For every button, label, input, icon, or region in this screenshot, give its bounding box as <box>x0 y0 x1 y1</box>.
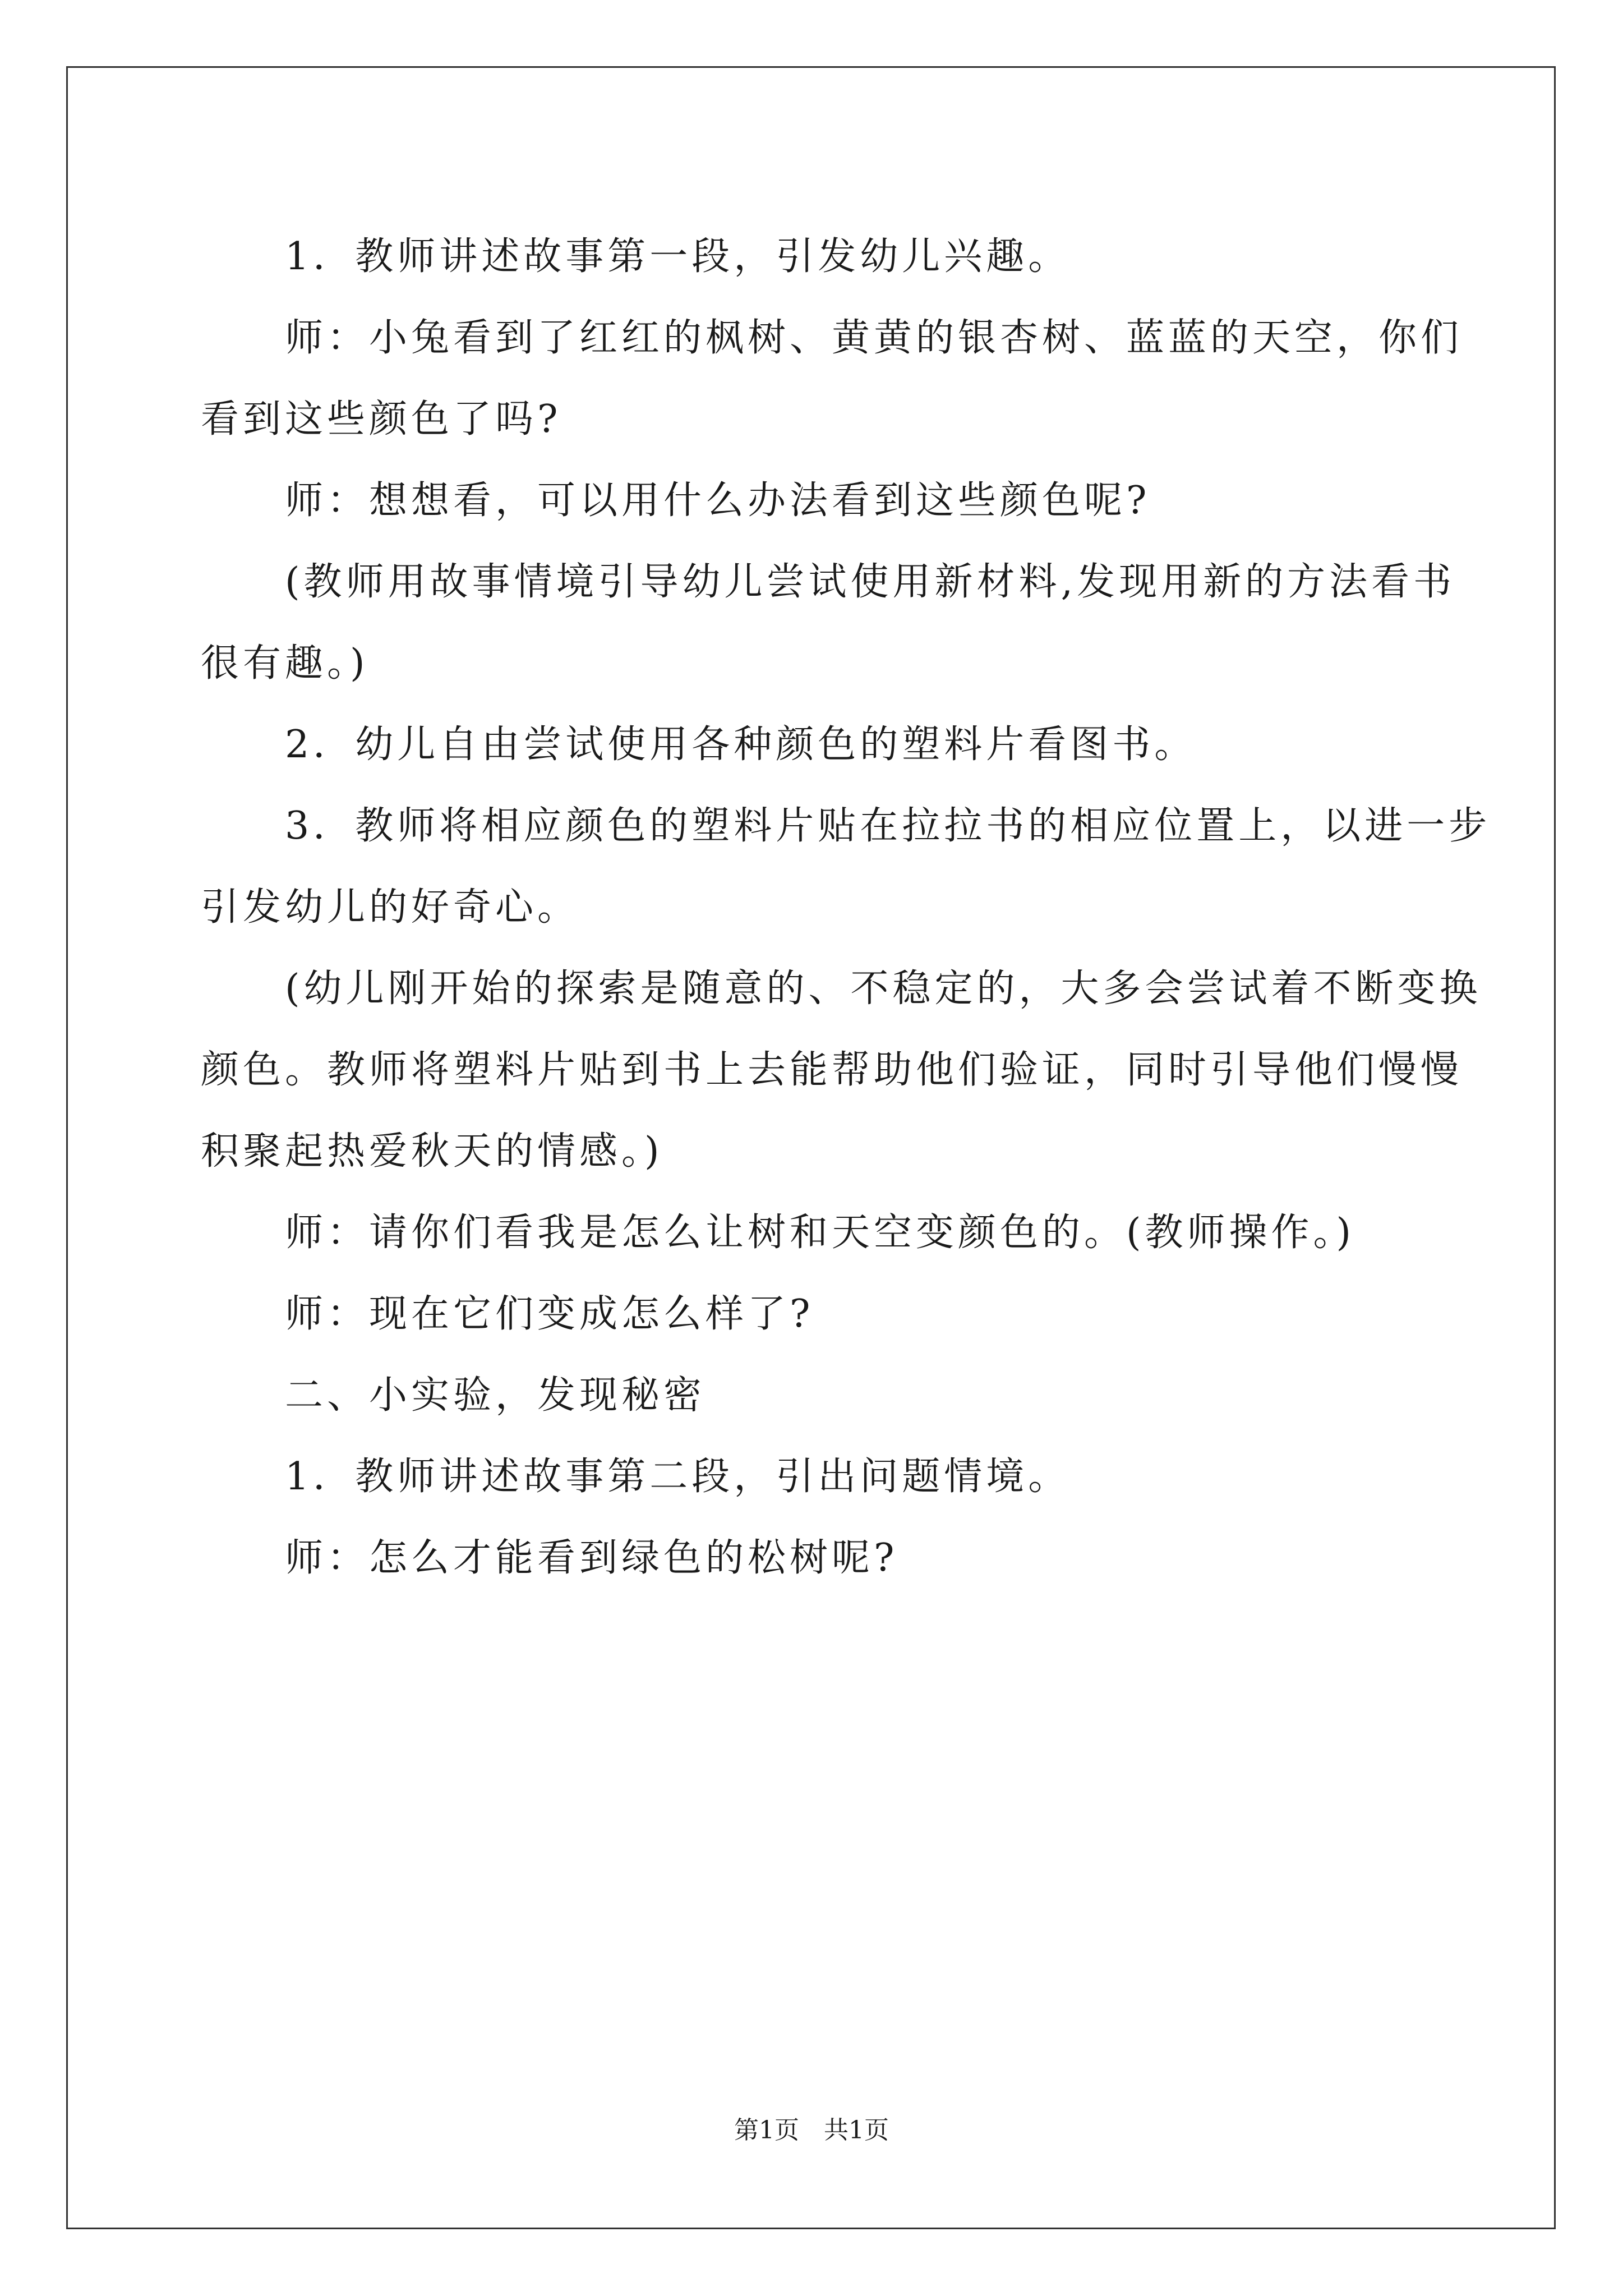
paragraph-6-line-1: 3．教师将相应颜色的塑料片贴在拉拉书的相应位置上，以进一步 <box>285 804 1491 848</box>
paragraph-2-line-1: 师：小兔看到了红红的枫树、黄黄的银杏树、蓝蓝的天空，你们 <box>285 316 1463 360</box>
paragraph-12: 师：怎么才能看到绿色的松树呢? <box>285 1536 898 1580</box>
paragraph-5: 2．幼儿自由尝试使用各种颜色的塑料片看图书。 <box>285 723 1197 767</box>
paragraph-3: 师：想想看，可以用什么办法看到这些颜色呢? <box>285 478 1151 523</box>
paragraph-8: 师：请你们看我是怎么让树和天空变颜色的。(教师操作。) <box>285 1211 1355 1255</box>
paragraph-7-line-3: 积聚起热爱秋天的情感。) <box>201 1129 663 1174</box>
page-footer: 第1页 共1页 <box>734 2116 889 2145</box>
paragraph-7-line-2: 颜色。教师将塑料片贴到书上去能帮助他们验证，同时引导他们慢慢 <box>201 1048 1463 1092</box>
paragraph-6-line-2: 引发幼儿的好奇心。 <box>201 885 580 930</box>
document-body <box>201 216 1491 1599</box>
paragraph-1: 1．教师讲述故事第一段，引发幼儿兴趣。 <box>285 234 1071 279</box>
paragraph-4-line-1: (教师用故事情境引导幼儿尝试使用新材料,发现用新的方法看书 <box>285 560 1456 604</box>
paragraph-7-line-1: (幼儿刚开始的探索是随意的、不稳定的，大多会尝试着不断变换 <box>285 967 1482 1011</box>
paragraph-2-line-2: 看到这些颜色了吗? <box>201 397 562 441</box>
paragraph-4-line-2: 很有趣。) <box>201 641 369 685</box>
section-heading: 二、小实验，发现秘密 <box>285 1373 706 1418</box>
paragraph-11: 1．教师讲述故事第二段，引出问题情境。 <box>285 1455 1071 1499</box>
paragraph-9: 师：现在它们变成怎么样了? <box>285 1292 814 1336</box>
